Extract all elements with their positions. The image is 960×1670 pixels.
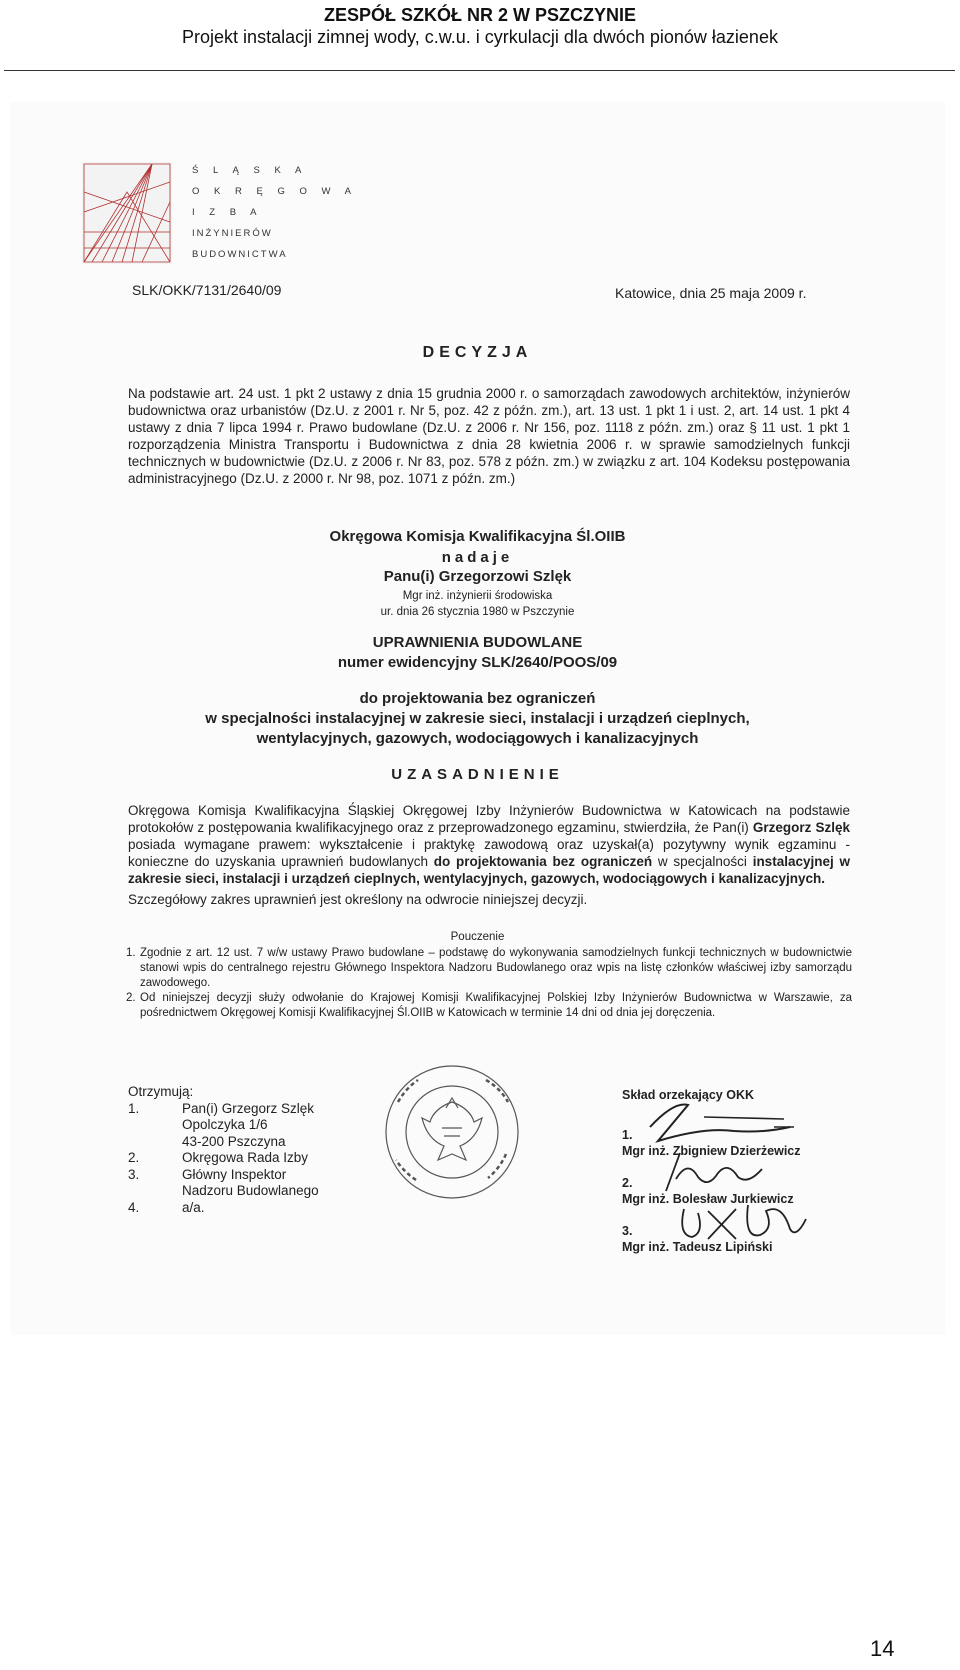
permission-title: UPRAWNIENIA BUDOWLANE bbox=[372, 634, 583, 651]
receiver-row: 2. Okręgowa Rada Izby bbox=[128, 1150, 309, 1165]
detailed-scope-note: Szczegółowy zakres uprawnień jest określony na odwrocie niniejszej decyzji. bbox=[128, 892, 588, 907]
permission-number: numer ewidencyjny SLK/2640/POOS/09 bbox=[337, 654, 618, 671]
panel-member: 2. Mgr inż. Bolesław Jurkiewicz bbox=[622, 1176, 794, 1206]
header-title: ZESPÓŁ SZKÓŁ NR 2 W PSZCZYNIE bbox=[323, 5, 637, 25]
legal-basis-paragraph: Na podstawie art. 24 ust. 1 pkt 2 ustawy z dnia 15 grudnia 2000 r. o samorządach zawodowych architektów, inżynierów budownictwa oraz urbanistów (Dz.U. z 2001 r. Nr 5, poz. 42 z późn. zm.), art. 13 ust. 1 pkt 1 i ust. 2, art. 14 ust. 1 pkt 4 ustawy z dnia 7 lipca 1994 r. Prawo budowlane (Dz.U. z 2006 r. Nr 156, poz. 1118 z późn. zm.) oraz § 11 ust. 1 pkt 1 rozporządzenia Ministra Transportu i Budownictwa z dnia 28 kwietnia 2006 r. w sprawie samodzielnych funkcji technicznych w budownictwie (Dz.U. z 2006 r. Nr 83, poz. 578 z późn. zm.) w związku z art. 104 Kodeksu postępowania administracyjnego (Dz.U. z 2000 r. Nr 98, poz. 1071 z późn. zm.) bbox=[128, 386, 850, 486]
official-seal-icon bbox=[368, 1062, 536, 1202]
date-place: Katowice, dnia 25 maja 2009 r. bbox=[615, 285, 807, 301]
instruction-item: 2. Od niniejszej decyzji służy odwołanie do Krajowej Komisji Kwalifikacyjnej Polskiej Izby Inżynierów Budownictwa w Warszawie, za pośrednictwem Okręgowej Komisji Kwalifikacyjnej Śl.OIIB w Katowicach w terminie 14 dni od dnia jej doręczenia. bbox=[126, 992, 852, 1019]
panel-title: Skład orzekający OKK bbox=[622, 1088, 755, 1102]
scope-line-2: w specjalności instalacyjnej w zakresie sieci, instalacji i urządzeń cieplnych, bbox=[205, 710, 750, 727]
justification-title: UZASADNIENIE bbox=[391, 766, 564, 783]
signature-icon bbox=[644, 1097, 794, 1147]
reference-number: SLK/OKK/7131/2640/09 bbox=[132, 282, 282, 298]
receiver-row: 3. Główny Inspektor bbox=[128, 1166, 287, 1182]
panel-member: 1. Mgr inż. Zbigniew Dzierżewicz bbox=[622, 1128, 801, 1158]
page-number: 14 bbox=[870, 1636, 895, 1661]
receiver-row: 43-200 Pszczyna bbox=[182, 1133, 286, 1149]
receiver-row: Nadzoru Budowlanego bbox=[182, 1183, 319, 1198]
recipient-name: Panu(i) Grzegorzowi Szlęk bbox=[383, 568, 572, 585]
decision-title: DECYZJA bbox=[422, 344, 533, 361]
committee-name: Okręgowa Komisja Kwalifikacyjna Śl.OIIB bbox=[329, 528, 626, 545]
page-header bbox=[0, 4, 960, 48]
panel-member: 3. Mgr inż. Tadeusz Lipiński bbox=[622, 1224, 773, 1254]
receivers-list bbox=[128, 1084, 388, 1216]
signature-icon bbox=[678, 1199, 808, 1243]
chamber-logo-icon bbox=[82, 162, 172, 264]
scope-line-1: do projektowania bez ograniczeń bbox=[359, 690, 596, 707]
header-subtitle: Projekt instalacji zimnej wody, c.w.u. i cyrkulacji dla dwóch pionów łazienek bbox=[182, 27, 778, 47]
receiver-row: 4. a/a. bbox=[128, 1199, 205, 1215]
header-divider bbox=[4, 70, 955, 71]
grants-word: nadaje bbox=[441, 549, 514, 566]
receiver-row: Opolczyka 1/6 bbox=[182, 1117, 268, 1132]
recipient-degree: Mgr inż. inżynierii środowiska bbox=[402, 590, 553, 602]
chamber-name: Ś L Ą S K A O K R Ę G O W A I Z B A INŻYNIERÓW BUDOWNICTWA bbox=[192, 165, 357, 260]
instruction-title: Pouczenie bbox=[450, 931, 505, 943]
instructions-list bbox=[126, 946, 852, 1021]
scanned-decision-document bbox=[10, 102, 945, 1335]
signature-icon bbox=[658, 1149, 768, 1195]
receiver-row: 1. Pan(i) Grzegorz Szlęk bbox=[128, 1100, 315, 1116]
receivers-title: Otrzymują: bbox=[128, 1084, 194, 1099]
scope-line-3: wentylacyjnych, gazowych, wodociągowych i kanalizacyjnych bbox=[256, 730, 699, 747]
justification-paragraph: Okręgowa Komisja Kwalifikacyjna Śląskiej Okręgowej Izby Inżynierów Budownictwa w Katowicach na podstawie protokołów z postępowania kwalifikacyjnego oraz z przeprowadzonego egzaminu, stwierdziła, że Pan(i) Grzegorz Szlęk posiada wymagane prawem: wykształcenie i praktykę zawodową oraz uzyskał(a) pozytywny wynik egzaminu - konieczne do uzyskania uprawnień budowlanych do projektowania bez ograniczeń w specjalności instalacyjnej w zakresie sieci, instalacji i urządzeń cieplnych, wentylacyjnych, gazowych, wodociągowych i kanalizacyjnych. bbox=[128, 803, 850, 886]
recipient-birth: ur. dnia 26 stycznia 1980 w Pszczynie bbox=[380, 606, 575, 618]
instruction-item: 1. Zgodnie z art. 12 ust. 7 w/w ustawy Prawo budowlane – podstawę do wykonywania samodzielnych funkcji technicznych w budownictwie stanowi wpis do centralnego rejestru Głównego Inspektora Nadzoru Budowlanego oraz wpis na listę członków właściwej izby samorządu zawodowego. bbox=[126, 947, 852, 989]
